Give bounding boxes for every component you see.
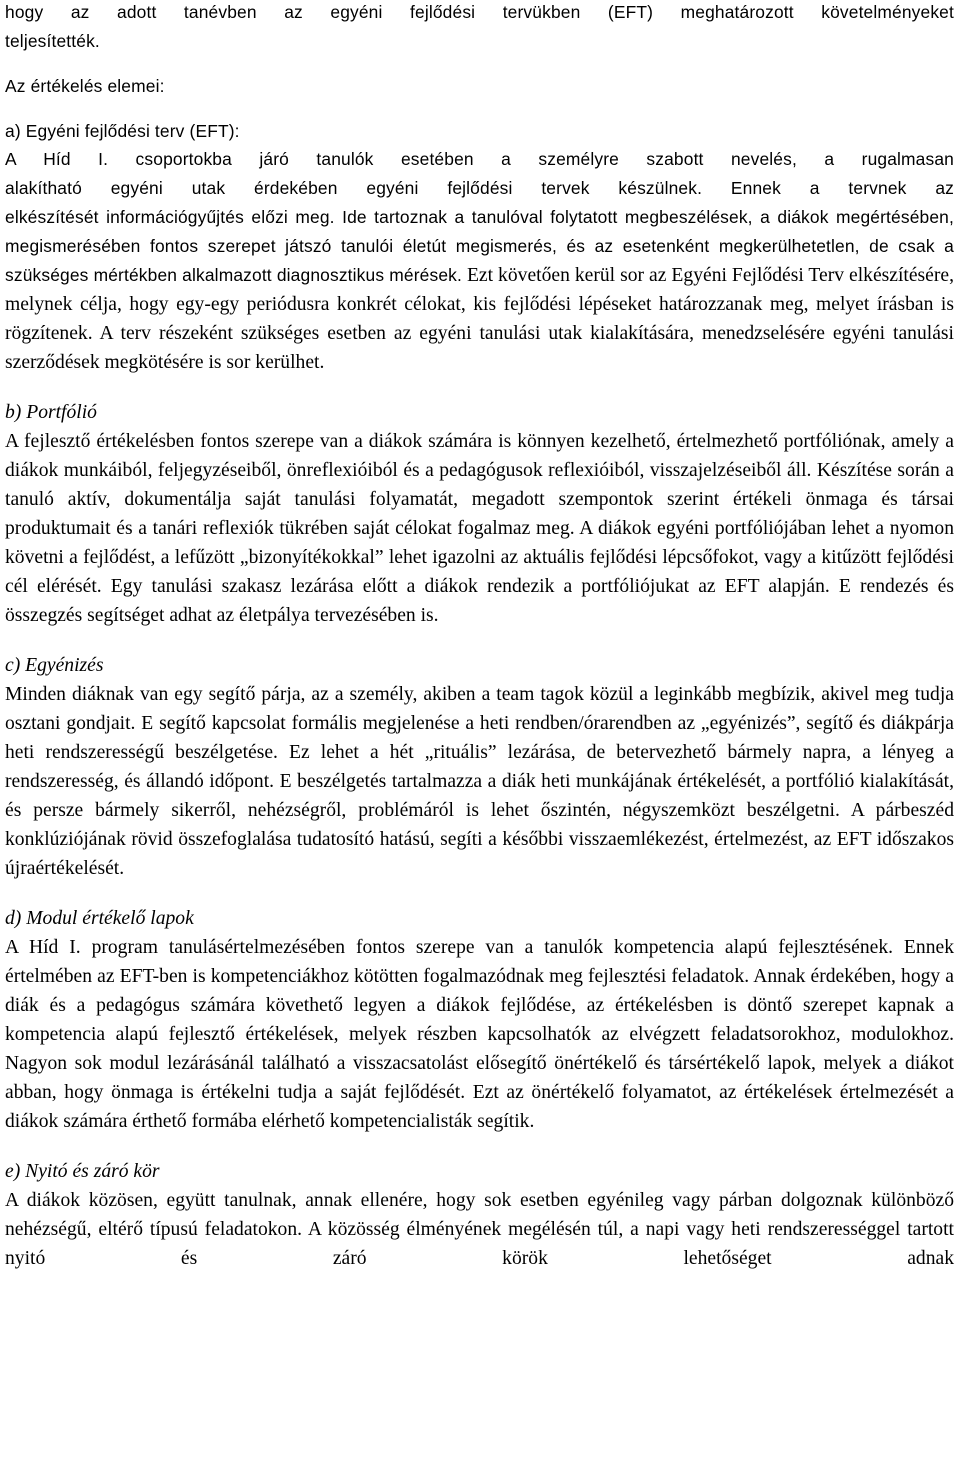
section-c-heading: c) Egyénizés — [5, 655, 104, 676]
elements-title: Az értékelés elemei: — [5, 76, 165, 96]
section-a-line-2: alakítható egyéni utak érdekében egyéni fejlődési tervek készülnek. Ennek a tervnek az — [5, 178, 954, 198]
section-a-sans-continuation: Ide tartoznak a tanulóval folytatott megbeszélések, a diákok megértésében, megismerésében fontos szerepet játszó tanulói életút megismerés, és az esetenként megkerülhetetlen, de csak a szükséges mértékben alkalmazott diagnosztikus mérések. — [5, 207, 954, 285]
intro-paragraph — [5, 0, 954, 56]
section-a-paragraph — [5, 145, 954, 377]
section-e-paragraph: A diákok közösen, együtt tanulnak, annak ellenére, hogy sok esetben egyénileg vagy párban dolgoznak különböző nehézségű, eltérő típusú feladatokon. A közösség élményének megélésén túl, a napi vagy heti rendszerességgel tartott nyitó és záró körök lehetőséget adnak — [5, 1190, 954, 1269]
section-e-heading: e) Nyitó és záró kör — [5, 1161, 160, 1182]
section-b-paragraph: A fejlesztő értékelésben fontos szerepe van a diákok számára is könnyen kezelhető, értelmezhető portfóliónak, amely a diákok munkáiból, feljegyzéseiből, önreflexióiból és a pedagógusok reflexióiból, visszajelzéseiből áll. Készítése során a tanuló aktív, dokumentálja saját tanulási folyamatát, megadott szempontok szerint értékeli önmaga és társai produktumait és a tanári reflexiók tükrében saját célokat fogalmaz meg. A diákok egyéni portfóliójában lehet a nyomon követni a fejlődést, a lefűzött „bizonyítékokkal” lehet igazolni az aktuális fejlődési lépcsőfokot, vagy a kitűzött fejlődési cél elérését. Egy tanulási szakasz lezárása előtt a diákok rendezik a portfóliójukat az EFT alapján. E rendezés és összegzés segítséget adhat az életpálya tervezésében is. — [5, 431, 954, 626]
section-b-heading: b) Portfólió — [5, 402, 97, 423]
document-page — [5, 0, 954, 1273]
intro-line-2: teljesítették. — [5, 31, 100, 51]
section-a-line-1: A Híd I. csoportokba járó tanulók esetében a személyre szabott nevelés, a rugalmasan — [5, 149, 954, 169]
section-a-line-3: elkészítését információgyűjtés előzi meg. — [5, 207, 335, 227]
intro-line-1: hogy az adott tanévben az egyéni fejlődési tervükben (EFT) meghatározott követelményeket — [5, 2, 954, 22]
section-a-serif-text: Ezt követően kerül sor az Egyéni Fejlődési Terv elkészítésére, melynek célja, hogy egy-egy periódusra konkrét célokat, kis fejlődési lépéseket határozzanak meg, melyet írásban is rögzítenek. A terv részeként szükséges esetben az egyéni tanulási utak kialakítására, menedzselésére egyéni tanulási szerződések megkötésére is sor kerülhet. — [5, 265, 954, 373]
section-a-heading: a) Egyéni fejlődési terv (EFT): — [5, 121, 240, 141]
section-c-paragraph: Minden diáknak van egy segítő párja, az a személy, akiben a team tagok közül a leginkább megbízik, akivel meg tudja osztani gondjait. E segítő kapcsolat formális megjelenése a heti rendben/órarendben az „egyénizés”, segítő és diákpárja heti rendszerességű beszélgetése. Ez lehet a hét „rituális” lezárása, de betervezhető bármely napra, a lényeg a rendszeresség, és állandó időpont. E beszélgetés tartalmazza a diák heti munkájának értékelését, a portfólió kialakítását, és persze bármely sikerről, nehézségről, problémáról is lehet őszintén, négyszemközt beszélgetni. A párbeszéd konklúziójának rövid összefoglalása tudatosító hatású, segíti a későbbi visszaemlékezést, értelmezést, az EFT időszakos újraértékelését. — [5, 684, 954, 879]
section-d-heading: d) Modul értékelő lapok — [5, 908, 194, 929]
section-d-paragraph: A Híd I. program tanulásértelmezésében fontos szerepe van a tanulók kompetencia alapú fejlesztésének. Ennek értelmében az EFT-ben is kompetenciákhoz kötötten fogalmazódnak meg fejlesztési feladatok. Annak érdekében, hogy a diák és a pedagógus számára követhető legyen a diákok fejlődése, az értékelésben is döntő szerepet kapnak a kompetencia alapú fejlesztő értékelések, melyek részben kapcsolhatók az elvégzett feladatsorokhoz, modulokhoz. Nagyon sok modul lezárásánál található a visszacsatolást elősegítő önértékelő és társértékelő lapok, melyek a diákot abban, hogy önmaga is értékelni tudja a saját fejlődését. Ezt az önértékelő folyamatot, az értékelések értelmezését a diákok számára érthető formába elérhető kompetencialisták segítik. — [5, 937, 954, 1132]
